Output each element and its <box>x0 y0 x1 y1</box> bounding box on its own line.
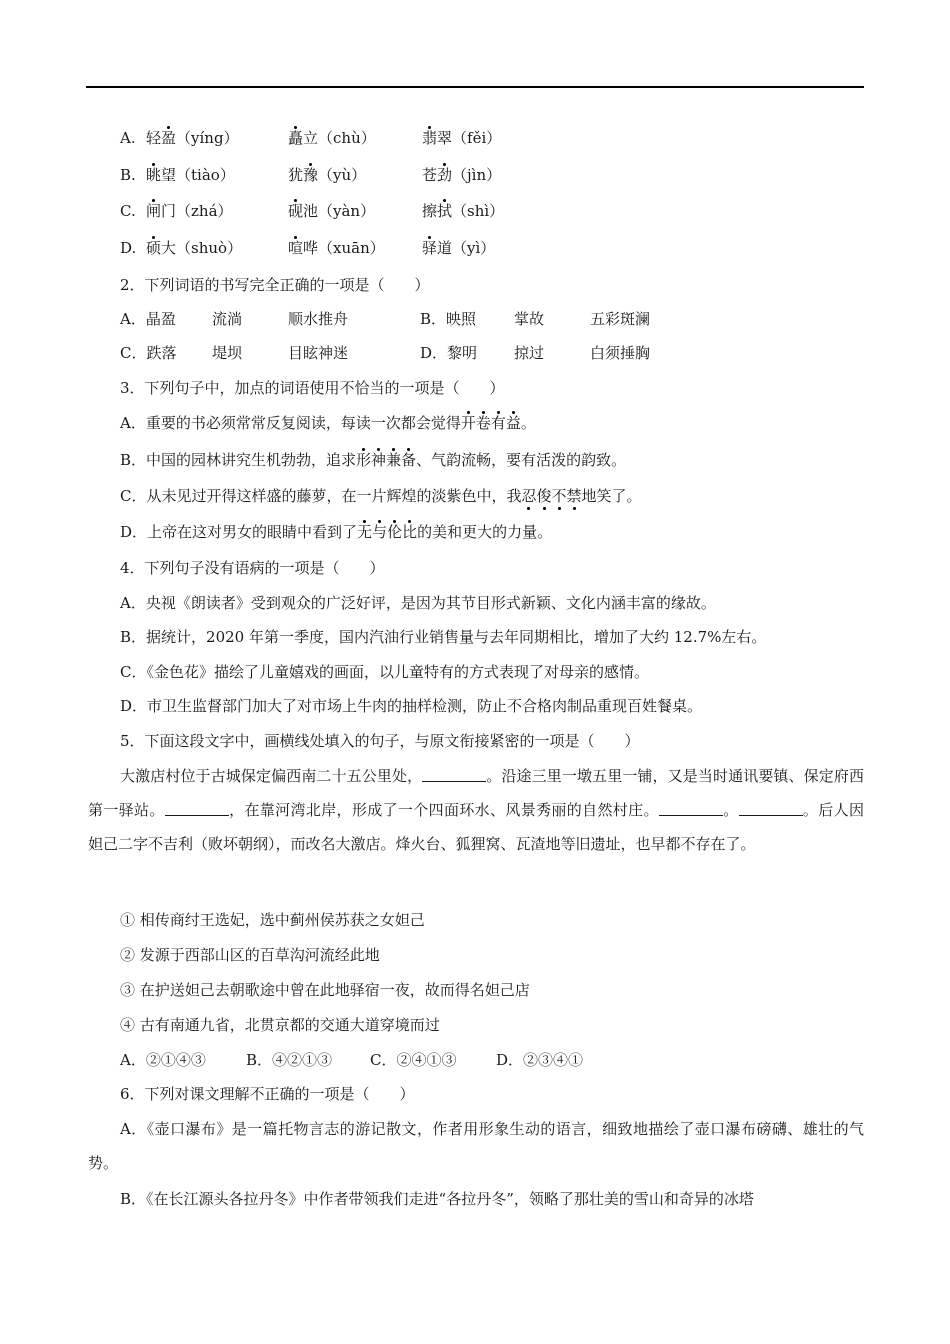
q5-blank-4 <box>739 800 803 816</box>
q3-stem: 3．下列句子中，加点的词语使用不恰当的一项是（ ） <box>120 379 505 397</box>
q4-stem: 4．下列句子没有语病的一项是（ ） <box>120 559 385 577</box>
q6-stem: 6．下列对课文理解不正确的一项是（ ） <box>120 1085 415 1103</box>
q6-option-b: B．《在长江源头各拉丹冬》中作者带领我们走进“各拉丹冬”，领略了那壮美的雪山和奇异的冰塔 <box>120 1190 754 1208</box>
q4-option-a: A．央视《朗读者》受到观众的广泛好评，是因为其节目形式新颖、文化内涵丰富的缘故。 <box>120 594 716 612</box>
q6-option-a: A．《壶口瀑布》是一篇托物言志的游记散文，作者用形象生动的语言，细致地描绘了壶口瀑布磅礴、雄壮的气势。 <box>88 1120 864 1172</box>
q5-sentence-4: ④ 古有南通九省，北贯京都的交通大道穿境而过 <box>120 1016 440 1034</box>
q5-blank-2 <box>165 800 229 816</box>
q5-passage: 大激店村位于古城保定偏西南二十五公里处， 。沿途三里一墩五里一铺，又是当时通讯要镇、保定府西第一驿站。 ，在靠河湾北岸，形成了一个四面环水、风景秀丽的自然村庄。 。 。后人因妲己二字不吉利（败坏朝纲），而改名大激店。烽火台、狐狸窝、瓦渣地等旧遗址，也早都不存在了。 <box>88 767 864 853</box>
q3-option-c: C．从未见过开得这样盛的藤萝，在一片辉煌的淡紫色中，我忍俊不禁地笑了。 <box>120 487 642 505</box>
q4-option-c: C．《金色花》描绘了儿童嬉戏的画面，以儿童特有的方式表现了对母亲的感情。 <box>120 663 649 681</box>
q4-option-b: B．据统计，2020 年第一季度，国内汽油行业销售量与去年同期相比，增加了大约 12.7%左右。 <box>120 628 767 646</box>
q5-sentence-1: ① 相传商纣王选妃，选中蓟州侯苏获之女妲己 <box>120 911 425 929</box>
q5-blank-1 <box>422 766 486 782</box>
header-rule <box>86 86 864 88</box>
q2-stem: 2．下列词语的书写完全正确的一项是（ ） <box>120 276 430 294</box>
q3-option-d: D．上帝在这对男女的眼睛中看到了无与伦比的美和更大的力量。 <box>120 523 553 541</box>
q4-option-d: D．市卫生监督部门加大了对市场上牛肉的抽样检测，防止不合格肉制品重现百姓餐桌。 <box>120 697 703 715</box>
q3-option-a: A．重要的书必须常常反复阅读，每读一次都会觉得开卷有益。 <box>120 414 536 432</box>
q5-stem: 5．下面这段文字中，画横线处填入的句子，与原文衔接紧密的一项是（ ） <box>120 732 640 750</box>
q3-option-b: B．中国的园林讲究生机勃勃，追求形神兼备、气韵流畅，要有活泼的韵致。 <box>120 451 627 469</box>
q5-sentence-3: ③ 在护送妲己去朝歌途中曾在此地驿宿一夜，故而得名妲己店 <box>120 981 530 999</box>
q5-sentence-2: ② 发源于西部山区的百草沟河流经此地 <box>120 946 380 964</box>
q5-blank-3 <box>659 800 723 816</box>
